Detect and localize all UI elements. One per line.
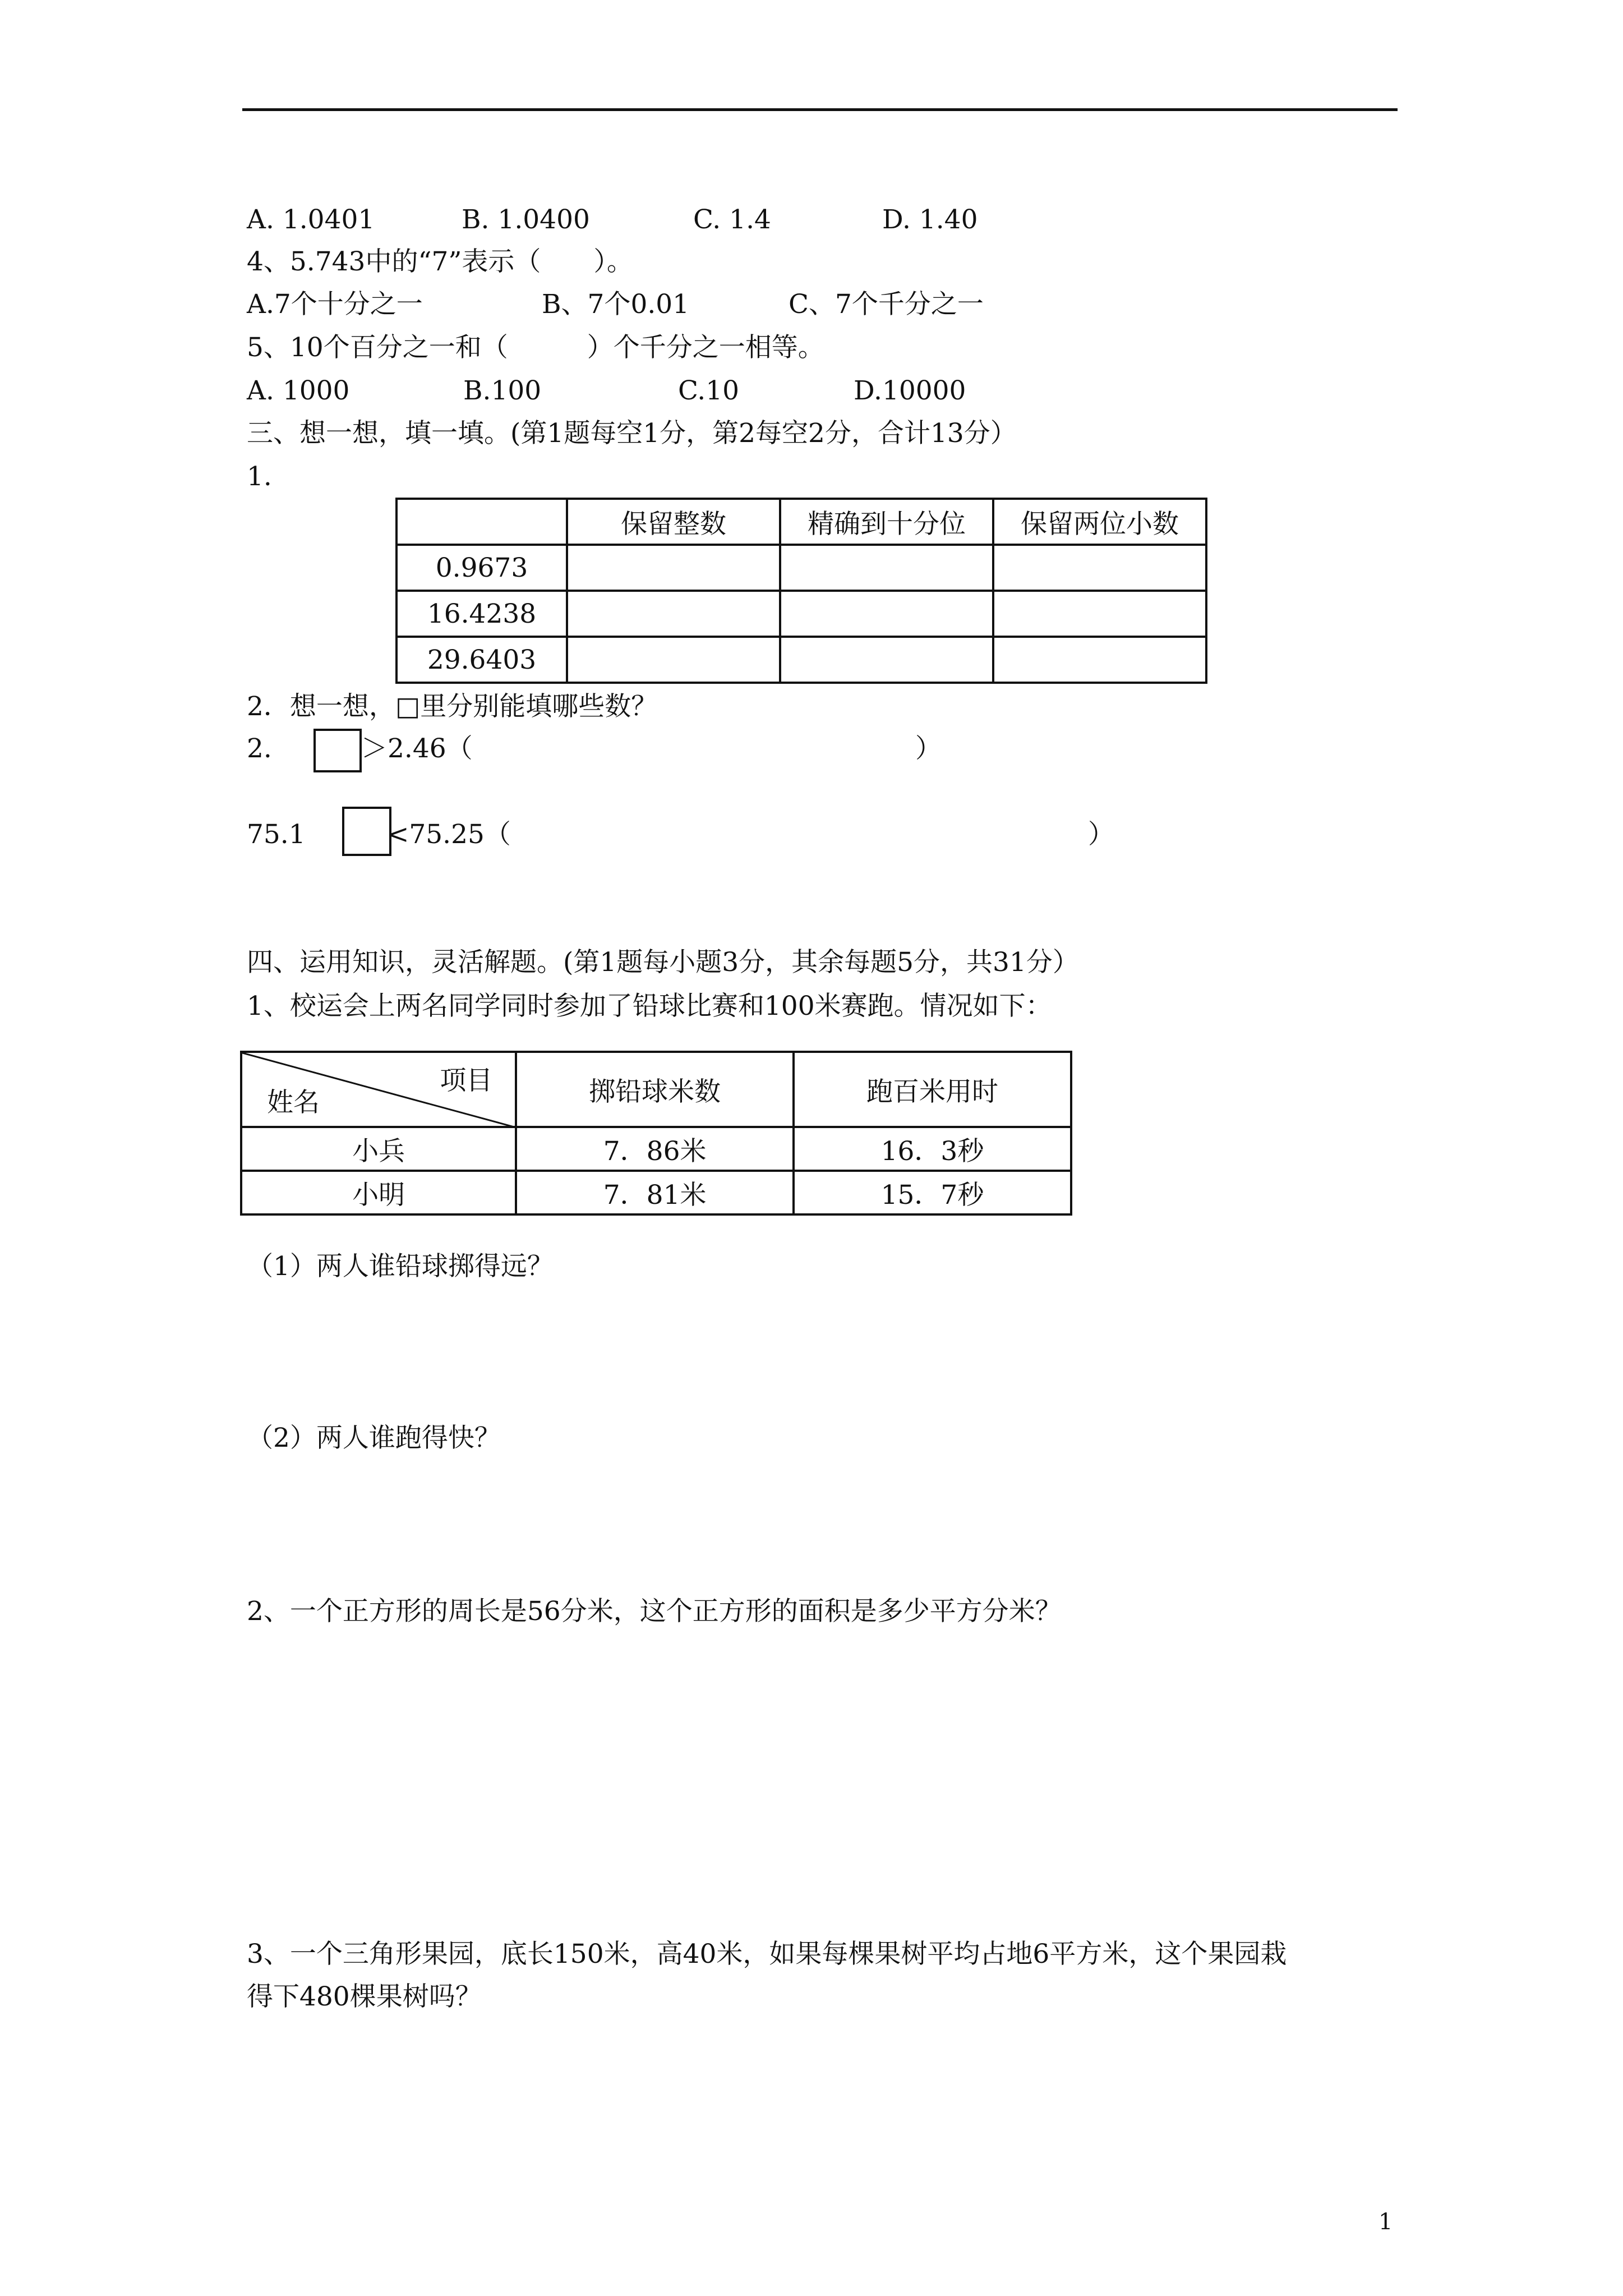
rounding-table [395, 498, 1207, 684]
q5-option-a: A. 1000 [247, 375, 350, 406]
q3-option-a: A. 1.0401 [247, 204, 375, 235]
section3-title: 三、想一想，填一填。(第1题每空1分，第2每空2分，合计13分） [247, 418, 1017, 449]
shot-put-value: 7．86米 [516, 1127, 794, 1171]
table-row [241, 1127, 1071, 1171]
table-row [396, 637, 1206, 683]
answer-cell [567, 637, 780, 683]
rounding-header-empty [396, 499, 567, 545]
table-row [396, 545, 1206, 591]
inequality1-label: 2. [247, 733, 272, 764]
q4-option-b: B、7个0.01 [542, 289, 690, 320]
rounding-header-hundredths: 保留两位小数 [993, 499, 1206, 545]
corner-item-label: 项目 [440, 1065, 493, 1096]
diagonal-header-cell [241, 1052, 516, 1127]
section4-q3-line1: 3、一个三角形果园，底长150米，高40米，如果每棵果树平均占地6平方米，这个果园栽 [247, 1939, 1287, 1970]
answer-box [342, 807, 391, 856]
rounding-number: 29.6403 [396, 637, 567, 683]
rounding-number: 16.4238 [396, 591, 567, 637]
answer-cell [993, 637, 1206, 683]
section4-sub2: （2）两人谁跑得快？ [247, 1423, 501, 1453]
q3-option-d: D. 1.40 [882, 204, 978, 235]
sprint-value: 16．3秒 [794, 1127, 1071, 1171]
inequality2-text: <75.25（ [387, 819, 511, 850]
page-number: 1 [1378, 2209, 1393, 2235]
table-row [241, 1171, 1071, 1214]
answer-cell [993, 545, 1206, 591]
q5-option-b: B.100 [463, 375, 542, 406]
section4-q2: 2、一个正方形的周长是56分米，这个正方形的面积是多少平方分米？ [247, 1596, 1062, 1627]
shot-put-header: 掷铅球米数 [516, 1052, 794, 1127]
rounding-number: 0.9673 [396, 545, 567, 591]
inequality1-text: ＞2.46（ [361, 733, 473, 764]
rounding-header-tenths: 精确到十分位 [780, 499, 993, 545]
q5-stem: 5、10个百分之一和（ ）个千分之一相等。 [247, 332, 824, 363]
inequality1-close: ） [915, 733, 942, 764]
answer-cell [567, 591, 780, 637]
q3-option-b: B. 1.0400 [462, 204, 590, 235]
student-name: 小明 [241, 1171, 516, 1214]
student-name: 小兵 [241, 1127, 516, 1171]
sprint-value: 15．7秒 [794, 1171, 1071, 1214]
answer-cell [780, 545, 993, 591]
q5-option-c: C.10 [678, 375, 740, 406]
rounding-table-header-row [396, 499, 1206, 545]
shot-put-value: 7．81米 [516, 1171, 794, 1214]
answer-cell [993, 591, 1206, 637]
q4-option-a: A.7个十分之一 [247, 289, 423, 320]
header-rule [242, 108, 1398, 111]
q3-option-c: C. 1.4 [693, 204, 771, 235]
inequality2-close: ） [1088, 819, 1114, 850]
q5-option-d: D.10000 [854, 375, 966, 406]
answer-box [313, 729, 362, 772]
rounding-header-integer: 保留整数 [567, 499, 780, 545]
section4-q3-line2: 得下480棵果树吗？ [247, 1981, 482, 2012]
answer-cell [780, 637, 993, 683]
inequality2-label: 75.1 [247, 819, 306, 850]
section4-q1: 1、校运会上两名同学同时参加了铅球比赛和100米赛跑。情况如下： [247, 991, 1052, 1022]
section4-sub1: （1）两人谁铅球掷得远？ [247, 1251, 554, 1282]
answer-cell [567, 545, 780, 591]
section3-q2-intro: 2．想一想，□里分别能填哪些数？ [247, 691, 658, 722]
section4-title: 四、运用知识，灵活解题。(第1题每小题3分，其余每题5分，共31分） [247, 947, 1079, 978]
sprint-header: 跑百米用时 [794, 1052, 1071, 1127]
corner-name-label: 姓名 [267, 1087, 320, 1118]
sports-table [240, 1051, 1072, 1216]
q4-stem: 4、5.743中的“7”表示（ ）。 [247, 246, 633, 277]
q4-option-c: C、7个千分之一 [789, 289, 984, 320]
answer-cell [780, 591, 993, 637]
sports-table-header-row [241, 1052, 1071, 1127]
table-row [396, 591, 1206, 637]
section3-q1-label: 1. [247, 461, 272, 492]
